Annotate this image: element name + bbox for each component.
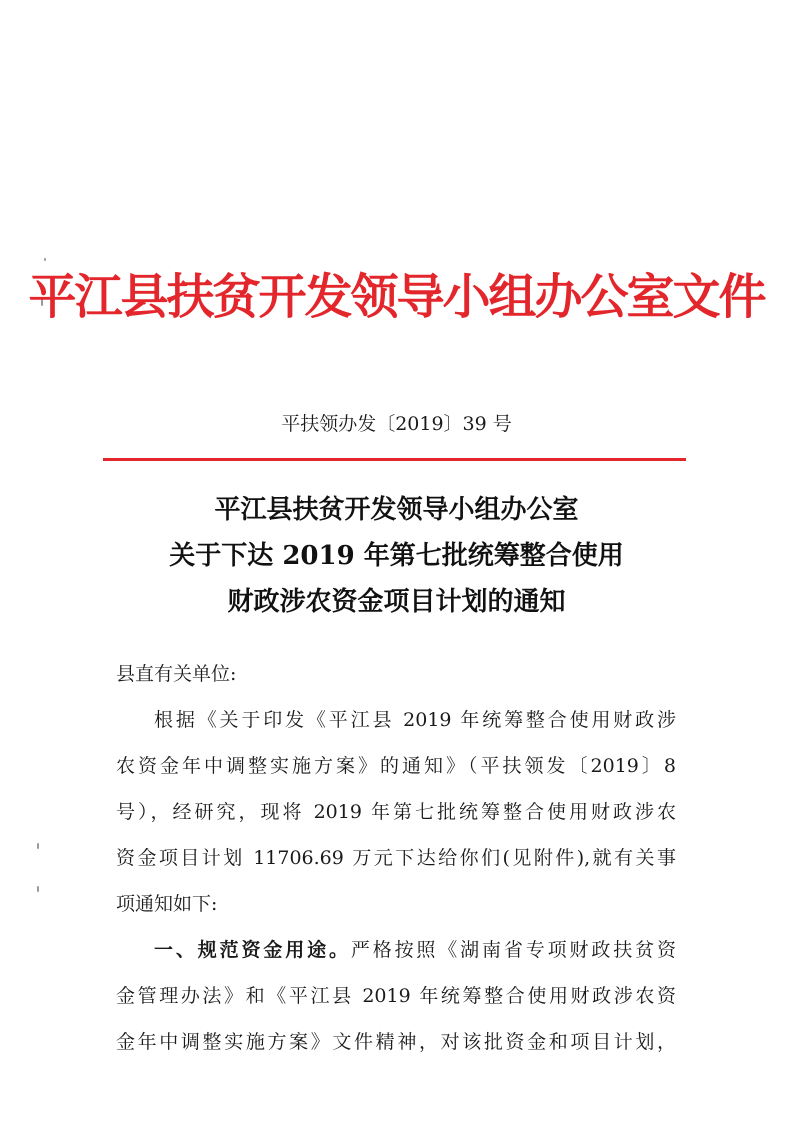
section-line — [116, 927, 676, 973]
paragraph-line — [116, 697, 676, 743]
issuer-header: 平江县扶贫开发领导小组办公室文件 — [28, 269, 765, 325]
notice-title-line: 财政涉农资金项目计划的通知 — [227, 587, 566, 617]
paragraph-line: 农资金年中调整实施方案》的通知》（平扶领发〔2019〕8 — [116, 755, 676, 777]
section-heading: 一、规范资金用途。 — [154, 939, 351, 961]
notice-body — [116, 651, 676, 1065]
paragraph-line: 资金项目计划 11706.69 万元下达给你们(见附件),就有关事 — [116, 847, 676, 869]
paragraph-line-text: 根据《关于印发《平江县 2019 年统筹整合使用财政涉 — [154, 709, 676, 731]
scan-speck — [37, 886, 39, 892]
salutation: 县直有关单位: — [116, 663, 237, 685]
paragraph-line: 项通知如下: — [116, 893, 218, 915]
red-divider-line — [103, 458, 686, 461]
section-line-text: 严格按照《湖南省专项财政扶贫资 — [350, 939, 676, 961]
scan-speck — [37, 843, 39, 849]
document-number: 平扶领办发〔2019〕39 号 — [281, 413, 512, 435]
scan-speck — [44, 258, 46, 261]
notice-title — [0, 487, 793, 625]
section-line: 金管理办法》和《平江县 2019 年统筹整合使用财政涉农资 — [116, 985, 676, 1007]
section-line: 金年中调整实施方案》文件精神，对该批资金和项目计划， — [116, 1031, 676, 1053]
notice-title-line: 关于下达 2019 年第七批统筹整合使用 — [169, 541, 624, 571]
notice-title-line: 平江县扶贫开发领导小组办公室 — [214, 495, 579, 525]
paragraph-line: 号），经研究，现将 2019 年第七批统筹整合使用财政涉农 — [116, 801, 676, 823]
